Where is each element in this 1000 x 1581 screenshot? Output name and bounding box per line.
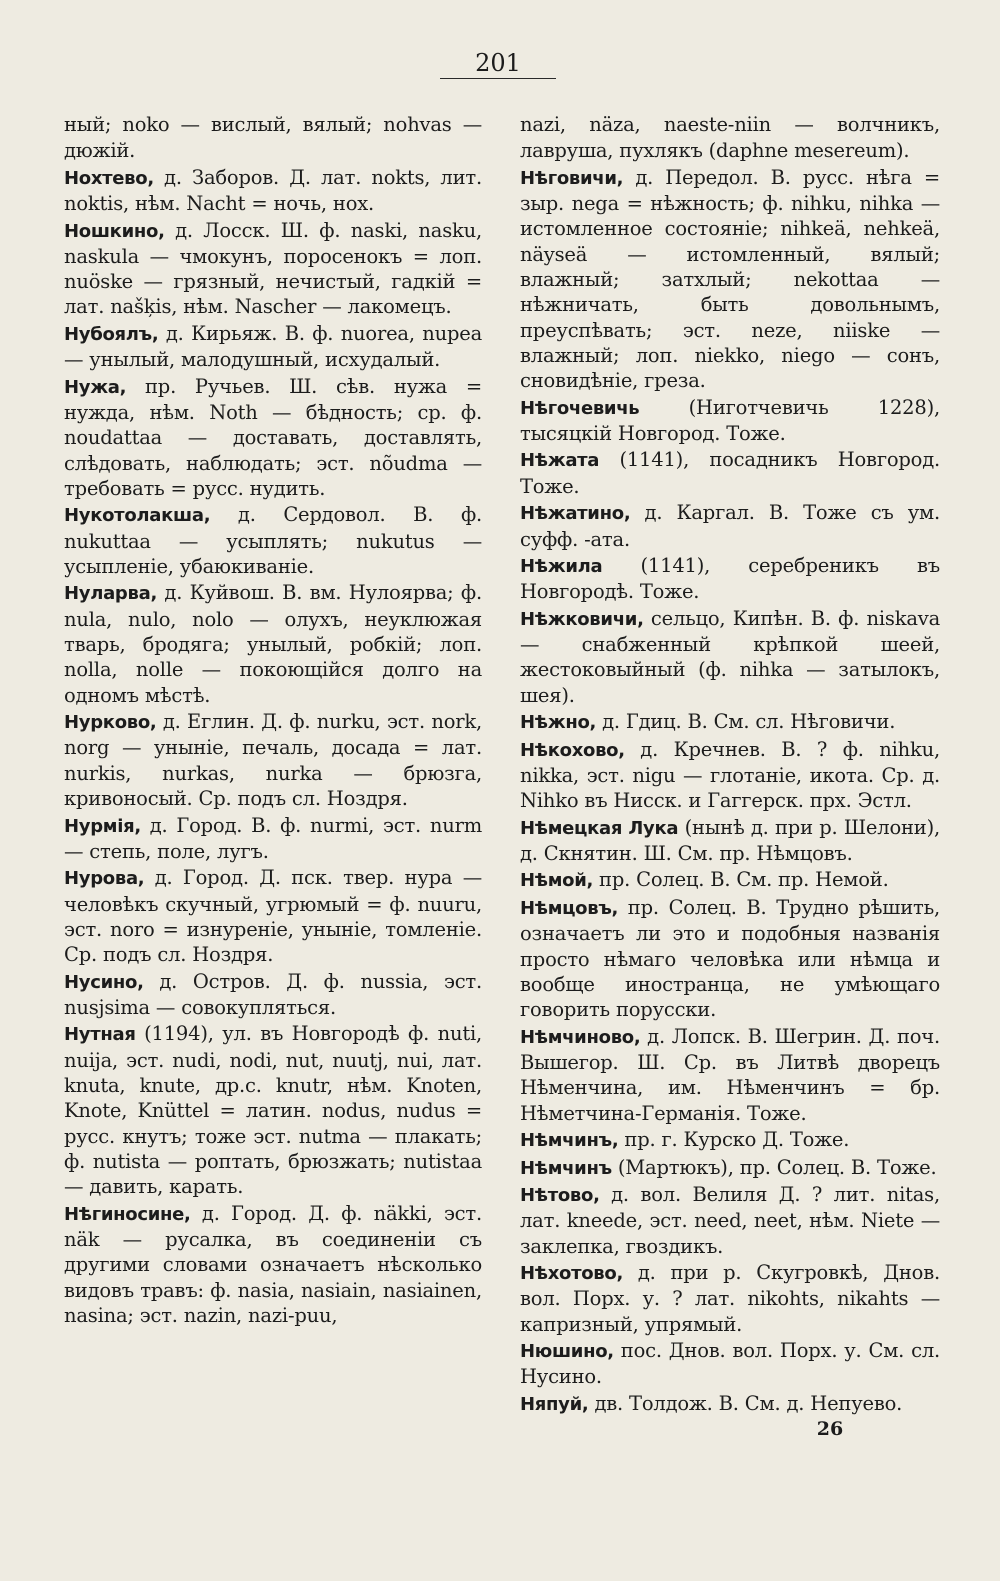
entry-headword: Нѣтово, <box>520 1184 600 1206</box>
entry-headword: Нѣмчинъ, <box>520 1130 619 1152</box>
entry-text: д. Гдиц. В. См. сл. Нѣговичи. <box>602 710 896 734</box>
entry-text: д. Город. В. ф. nurmi, эст. nurm — степь, поле, лугъ. <box>64 813 482 863</box>
entry-headword: Нѣмой, <box>520 870 594 892</box>
entry-text: пос. Днов. вол. Порх. у. См. сл. Нусино. <box>520 1339 941 1389</box>
dictionary-entry <box>64 502 482 579</box>
entry-headword: Нѣжата <box>520 450 600 472</box>
entry-headword: Нукотолакша, <box>64 505 211 527</box>
dictionary-entry <box>520 553 940 605</box>
entry-headword: Нѣхотово, <box>520 1263 623 1285</box>
dictionary-entry <box>64 580 482 707</box>
entry-text: д. вол. Велиля Д. ? лит. nitas, лат. kneede, эст. need, neet, нѣм. Niete — заклепка, гвоздикъ. <box>520 1182 940 1258</box>
left-column <box>64 112 482 1329</box>
dictionary-entry <box>520 1260 940 1337</box>
entry-text: сельцо, Кипѣн. В. ф. niskava — снабженный крѣпкой шеей, жестоковыйный (ф. nihka — затылокъ, шея). <box>520 606 940 707</box>
dictionary-entry <box>64 969 482 1021</box>
entry-text: пр. г. Курско Д. Тоже. <box>624 1128 850 1152</box>
entry-headword: Нѣжно, <box>520 712 597 734</box>
dictionary-entry <box>520 737 940 814</box>
entry-text: ный; noko — вислый, вялый; nohvas — дюжій. <box>64 113 482 163</box>
dictionary-entry <box>520 895 940 1022</box>
dictionary-entry <box>64 1201 482 1328</box>
entry-headword: Нѣжатино, <box>520 503 631 525</box>
entry-text: nazi, näza, naeste-niin — волчникъ, лавруша, пухлякъ (daphne mesereum). <box>520 113 940 163</box>
dictionary-entry <box>64 374 482 501</box>
entry-text: (1141), посадникъ Новгород. Тоже. <box>520 448 941 498</box>
entry-headword: Нѣгиносине, <box>64 1203 191 1225</box>
dictionary-entry <box>520 1182 940 1259</box>
dictionary-entry <box>520 1127 940 1153</box>
entry-text: дв. Толдож. В. См. д. Непуево. <box>594 1391 903 1415</box>
entry-text: д. Еглин. Д. ф. nurku, эст. nork, norg — уныніе, печаль, досада = лат. nurkis, nurkas, nurka — брюзга, кривоносый. Ср. подъ сл. Ноздря. <box>64 710 482 811</box>
right-column <box>520 112 940 1418</box>
dictionary-entry <box>520 1024 940 1126</box>
entry-text: (Ниготчевичь 1228), тысяцкій Новгород. Тоже. <box>520 395 940 445</box>
dictionary-entry <box>64 813 482 865</box>
entry-text: пр. Солец. В. См. пр. Немой. <box>599 868 889 892</box>
entry-text: (нынѣ д. при р. Шелони), д. Скнятин. Ш. См. пр. Нѣмцовъ. <box>520 815 940 865</box>
entry-headword: Няпуй, <box>520 1393 589 1415</box>
entry-headword: Нусино, <box>64 971 144 993</box>
dictionary-entry <box>520 112 940 164</box>
entry-text: д. Остров. Д. ф. nussia, эст. nusjsima — совокупляться. <box>64 969 483 1019</box>
entry-text: д. Город. Д. пск. твер. нура — человѣкъ скучный, угрюмый = ф. nuuru, эст. noro = изнуреніе, уныніе, томленіе. Ср. подъ сл. Ноздря. <box>64 866 483 967</box>
dictionary-entry <box>64 1021 482 1199</box>
entry-text: д. Каргал. В. Тоже съ ум. суфф. -ата. <box>520 501 941 551</box>
entry-headword: Нохтево, <box>64 167 154 189</box>
entry-headword: Нѣмчинъ <box>520 1157 612 1179</box>
entry-headword: Нюшино, <box>520 1341 614 1363</box>
entry-text: д. Лосск. Ш. ф. naski, nasku, naskula — чмокунъ, поросенокъ = лоп. nuöske — грязный, нечистый, гадкій = лат. našķis, нѣм. Nascher — лакомецъ. <box>64 218 482 319</box>
entry-headword: Нуларва, <box>64 583 157 605</box>
entry-text: д. Сердовол. В. ф. nukuttaa — усыплять; nukutus — усыпленіе, убаюкиваніе. <box>64 503 483 578</box>
entry-headword: Нѣгочевичь <box>520 397 640 419</box>
dictionary-entry <box>520 165 940 394</box>
dictionary-entry <box>520 1338 940 1390</box>
entry-text: пр. Ручьев. Ш. сѣв. нужа = нужда, нѣм. Noth — бѣдность; ср. ф. noudattaa — доставать, доставлять, слѣдовать, наблюдать; эст. nõudma — требовать = русс. нудить. <box>64 374 482 500</box>
dictionary-entry <box>520 709 940 735</box>
dictionary-entry <box>64 709 482 811</box>
entry-text: д. Куйвош. В. вм. Нулоярва; ф. nula, nulo, nolo — олухъ, неуклюжая тварь, бродяга; унылый, робкій; лоп. nolla, nolle — покоющійся долго на одномъ мѣстѣ. <box>64 581 482 707</box>
entry-headword: Нѣжковичи, <box>520 608 644 630</box>
dictionary-entry <box>520 447 940 499</box>
signature-mark: 26 <box>816 1418 844 1440</box>
entry-headword: Нурмія, <box>64 815 141 837</box>
entry-headword: Нубоялъ, <box>64 323 159 345</box>
entry-text: д. при р. Скугровкѣ, Днов. вол. Порх. у. ? лат. nikohts, nikahts — капризный, упрямый. <box>520 1261 940 1336</box>
entry-headword: Нѣмчиново, <box>520 1026 641 1048</box>
dictionary-entry <box>64 112 482 164</box>
entry-text: (1194), ул. въ Новгородѣ ф. nuti, nuija, эст. nudi, nodi, nut, nuutj, nui, лат. knuta, knute, др.с. knutr, нѣм. Knoten, Knote, Knüttel = латин. nodus, nudus = русс. кнутъ; тоже эст. nutma — плакать; ф. nutista — роптать, брюзжать; nutistaa — давить, карать. <box>64 1022 483 1199</box>
dictionary-entry <box>520 815 940 867</box>
entry-text: д. Лопск. В. Шегрин. Д. поч. Вышегор. Ш. Ср. въ Литвѣ дворецъ Нѣменчина, им. Нѣменчинъ = бр. Нѣметчина-Германія. Тоже. <box>520 1024 940 1125</box>
entry-text: (1141), серебреникъ въ Новгородѣ. Тоже. <box>520 553 940 604</box>
entry-headword: Ношкино, <box>64 220 165 242</box>
dictionary-entry <box>64 218 482 320</box>
entry-text: д. Передол. В. русс. нѣга = зыр. nega = нѣжность; ф. nihku, nihka — истомленное состояніе; nihkeä, nehkeä, näyseä — истомленный, вялый; влажный; затхлый; nekottaa — нѣжничать, быть довольнымъ, преуспѣвать; эст. neze, niiske — влажный; лоп. niekko, niego — сонъ, сновидѣніе, греза. <box>520 165 940 393</box>
entry-text: (Мартюкъ), пр. Солец. В. Тоже. <box>617 1155 937 1179</box>
entry-headword: Нѣмцовъ, <box>520 897 619 919</box>
entry-headword: Нурова, <box>64 868 145 890</box>
entry-headword: Нурково, <box>64 712 157 734</box>
entry-headword: Нѣжила <box>520 555 603 577</box>
dictionary-entry <box>64 165 482 217</box>
dictionary-entry <box>520 395 940 447</box>
dictionary-entry <box>520 606 940 708</box>
entry-text: д. Кречнев. В. ? ф. nihku, nikka, эст. nigu — глотаніе, икота. Ср. д. Nihko въ Нисск. и Гаггерск. прх. Эстл. <box>520 737 941 813</box>
dictionary-entry <box>520 500 940 552</box>
dictionary-entry <box>64 321 482 373</box>
entry-text: д. Кирьяж. В. ф. nuorea, nupea — унылый, малодушный, исхудалый. <box>64 321 483 372</box>
entry-headword: Нутная <box>64 1024 136 1046</box>
dictionary-entry <box>520 1155 940 1181</box>
page-number-rule <box>440 78 556 79</box>
dictionary-entry <box>520 867 940 893</box>
entry-headword: Нѣговичи, <box>520 167 624 189</box>
page-number: 201 <box>475 49 521 77</box>
dictionary-entry <box>520 1391 940 1417</box>
entry-text: д. Город. Д. ф. näkki, эст. näk — русалка, въ соединеніи съ другими словами означаетъ нѣсколько видовъ травъ: ф. nasia, nasiain, nasiainen, nasina; эст. nazin, nazi-puu, <box>64 1201 482 1327</box>
entry-headword: Нужа, <box>64 376 127 398</box>
entry-text: д. Заборов. Д. лат. nokts, лит. noktis, нѣм. Nacht = ночь, нох. <box>64 165 483 216</box>
dictionary-entry <box>64 865 482 967</box>
entry-headword: Нѣмецкая Лука <box>520 817 679 839</box>
entry-text: пр. Солец. В. Трудно рѣшить, означаетъ ли это и подобныя названія просто нѣмаго человѣка или нѣмца и вообще иностранца, не умѣющаго говорить порусски. <box>520 895 940 1022</box>
entry-headword: Нѣкохово, <box>520 739 625 761</box>
